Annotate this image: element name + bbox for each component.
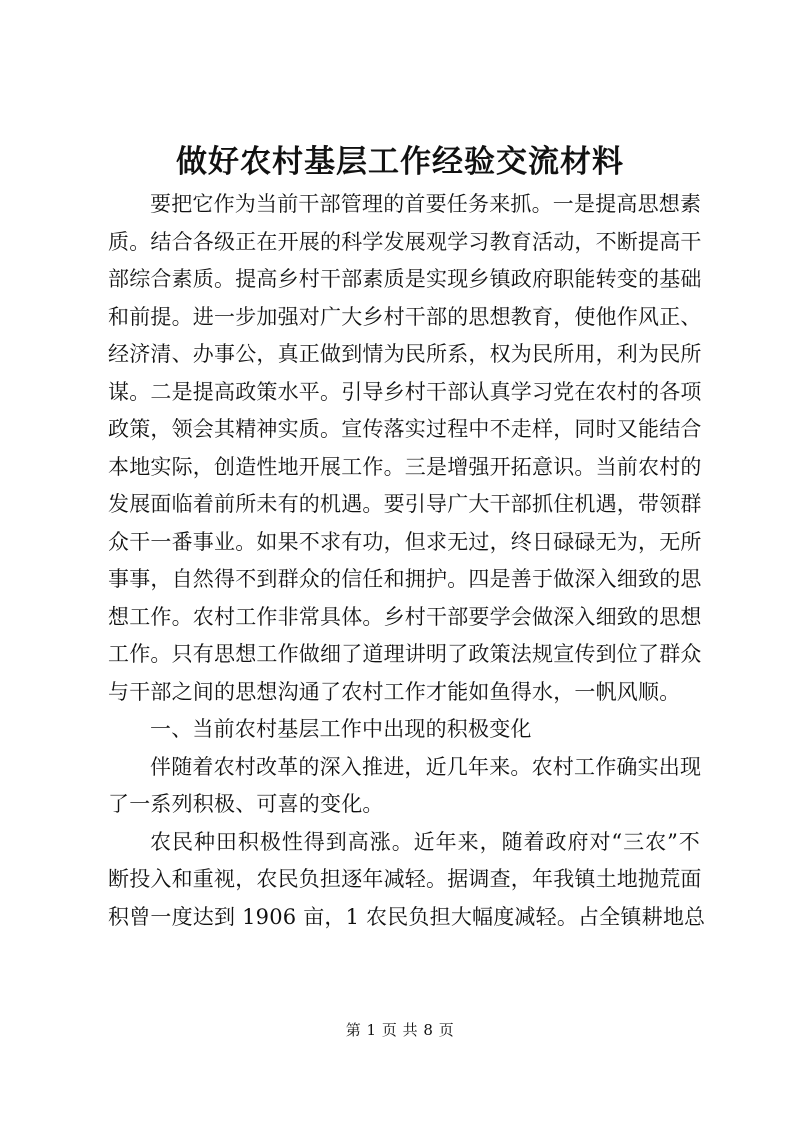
document-body — [108, 186, 706, 936]
text-line: 众干一番事业。如果不求有功，但求无过，终日碌碌无为，无所 — [108, 529, 702, 554]
text-line: 本地实际，创造性地开展工作。三是增强开拓意识。当前农村的 — [108, 454, 702, 479]
text-line: 部综合素质。提高乡村干部素质是实现乡镇政府职能转变的基础 — [108, 267, 702, 291]
text-line: 要把它作为当前干部管理的首要任务来抓。一是提高思想素 — [150, 192, 702, 216]
text-line: 伴随着农村改革的深入推进，近几年来。农村工作确实出现 — [150, 754, 702, 779]
text-line: 断投入和重视，农民负担逐年减轻。据调查，年我镇土地抛荒面 — [108, 867, 702, 891]
text-line: 和前提。进一步加强对广大乡村干部的思想教育，使他作风正、 — [108, 304, 702, 329]
text-line: 发展面临着前所未有的机遇。要引导广大干部抓住机遇，带领群 — [108, 492, 702, 516]
text-line: 农民种田积极性得到高涨。近年来，随着政府对“三农”不 — [150, 829, 700, 854]
text-line: 一、当前农村基层工作中出现的积极变化 — [150, 717, 532, 741]
text-line: 质。结合各级正在开展的科学发展观学习教育活动，不断提高干 — [108, 229, 702, 254]
text-line: 想工作。农村工作非常具体。乡村干部要学会做深入细致的思想 — [108, 604, 702, 629]
text-line: 工作。只有思想工作做细了道理讲明了政策法规宣传到位了群众 — [108, 642, 702, 666]
text-line: 与干部之间的思想沟通了农村工作才能如鱼得水，一帆风顺。 — [108, 679, 681, 704]
text-line: 积曾一度达到 1906 亩，1 农民负担大幅度减轻。占全镇耕地总 — [108, 904, 706, 929]
text-line: 事事，自然得不到群众的信任和拥护。四是善于做深入细致的思 — [108, 567, 702, 591]
page-footer: 第 1 页 共 8 页 — [345, 1021, 455, 1039]
text-line: 了一系列积极、可喜的变化。 — [108, 792, 384, 816]
document-title: 做好农村基层工作经验交流材料 — [176, 144, 624, 180]
text-line: 经济清、办事公，真正做到情为民所系，权为民所用，利为民所 — [108, 342, 702, 366]
text-line: 政策，领会其精神实质。宣传落实过程中不走样，同时又能结合 — [108, 417, 702, 441]
text-line: 谋。二是提高政策水平。引导乡村干部认真学习党在农村的各项 — [108, 379, 702, 404]
